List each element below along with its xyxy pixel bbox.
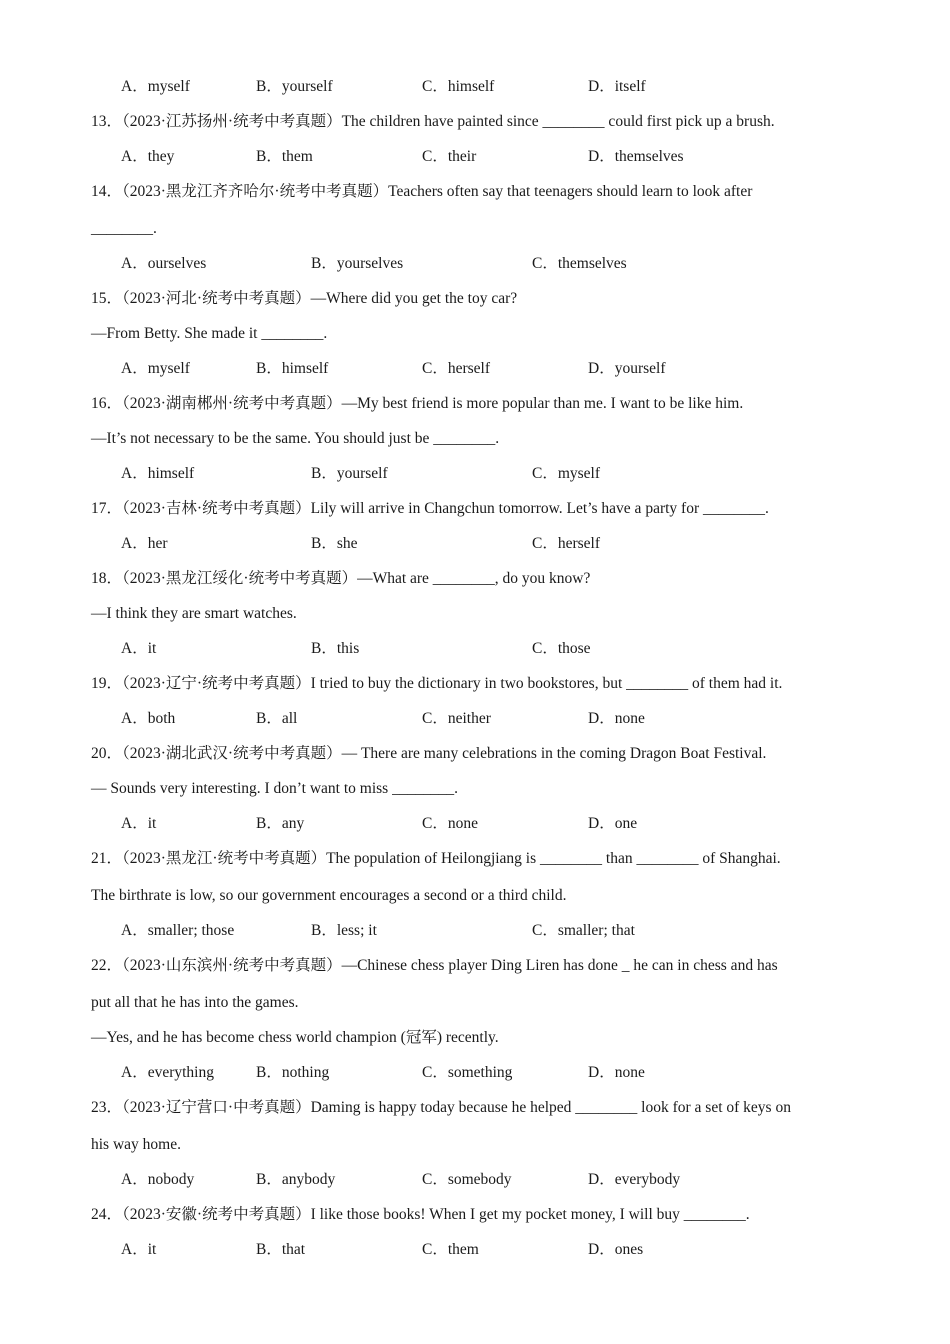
option-d[interactable]: D．itself xyxy=(588,78,646,95)
option-b[interactable]: B．nothing xyxy=(256,1064,330,1081)
option-d[interactable]: D．none xyxy=(588,710,645,727)
question-18-stem-cont: —I think they are smart watches. xyxy=(91,605,297,622)
question-18-stem: 18．（2023·黑龙江绥化·统考中考真题）—What are ________, do you know? xyxy=(91,570,591,587)
option-c[interactable]: C．their xyxy=(422,148,477,165)
option-a[interactable]: A．everything xyxy=(121,1064,214,1081)
option-c[interactable]: C．themselves xyxy=(532,255,627,272)
option-d[interactable]: D．themselves xyxy=(588,148,684,165)
question-22-stem: 22．（2023·山东滨州·统考中考真题）—Chinese chess player Ding Liren has done _ he can in chess and has xyxy=(91,957,778,974)
question-22-stem-cont: put all that he has into the games. xyxy=(91,994,299,1011)
option-b[interactable]: B．yourselves xyxy=(311,255,404,272)
option-a[interactable]: A．himself xyxy=(121,465,195,482)
option-c[interactable]: C．neither xyxy=(422,710,491,727)
question-22-stem-reply: —Yes, and he has become chess world champion (冠军) recently. xyxy=(91,1029,499,1046)
question-16-stem-cont: —It’s not necessary to be the same. You should just be ________. xyxy=(91,430,500,447)
option-c[interactable]: C．himself xyxy=(422,78,495,95)
option-a[interactable]: A．ourselves xyxy=(121,255,207,272)
question-23-stem: 23．（2023·辽宁营口·中考真题）Daming is happy today because he helped ________ look for a set of keys on xyxy=(91,1099,791,1116)
question-21-stem: 21．（2023·黑龙江·统考中考真题）The population of Heilongjiang is ________ than ________ of Shanghai. xyxy=(91,850,781,867)
option-d[interactable]: D．one xyxy=(588,815,638,832)
option-b[interactable]: B．yourself xyxy=(256,78,333,95)
question-24-stem: 24．（2023·安徽·统考中考真题）I like those books! When I get my pocket money, I will buy ________. xyxy=(91,1206,750,1223)
option-b[interactable]: B．less; it xyxy=(311,922,377,939)
option-a[interactable]: A．myself xyxy=(121,78,190,95)
option-d[interactable]: D．yourself xyxy=(588,360,666,377)
option-b[interactable]: B．yourself xyxy=(311,465,388,482)
option-d[interactable]: D．none xyxy=(588,1064,645,1081)
option-b[interactable]: B．any xyxy=(256,815,305,832)
option-c[interactable]: C．those xyxy=(532,640,591,657)
option-a[interactable]: A．it xyxy=(121,640,157,657)
question-20-stem-cont: — Sounds very interesting. I don’t want to miss ________. xyxy=(91,780,458,797)
option-c[interactable]: C．herself xyxy=(532,535,601,552)
question-21-stem-cont: The birthrate is low, so our government encourages a second or a third child. xyxy=(91,887,567,904)
question-20-stem: 20．（2023·湖北武汉·统考中考真题）— There are many celebrations in the coming Dragon Boat Festival. xyxy=(91,745,767,762)
option-a[interactable]: A．myself xyxy=(121,360,190,377)
question-15-stem: 15．（2023·河北·统考中考真题）—Where did you get the toy car? xyxy=(91,290,518,307)
option-a[interactable]: A．it xyxy=(121,1241,157,1258)
option-c[interactable]: C．them xyxy=(422,1241,479,1258)
question-19-stem: 19．（2023·辽宁·统考中考真题）I tried to buy the dictionary in two bookstores, but ________ of them had it. xyxy=(91,675,783,692)
question-17-stem: 17．（2023·吉林·统考中考真题）Lily will arrive in Changchun tomorrow. Let’s have a party for ________. xyxy=(91,500,769,517)
option-a[interactable]: A．nobody xyxy=(121,1171,195,1188)
option-b[interactable]: B．this xyxy=(311,640,360,657)
option-b[interactable]: B．all xyxy=(256,710,298,727)
option-a[interactable]: A．both xyxy=(121,710,176,727)
option-d[interactable]: D．ones xyxy=(588,1241,644,1258)
question-23-stem-cont: his way home. xyxy=(91,1136,181,1153)
option-c[interactable]: C．myself xyxy=(532,465,601,482)
question-14-stem-cont: ________. xyxy=(91,220,157,237)
option-a[interactable]: A．they xyxy=(121,148,175,165)
question-16-stem: 16．（2023·湖南郴州·统考中考真题）—My best friend is more popular than me. I want to be like him. xyxy=(91,395,744,412)
question-13-stem: 13．（2023·江苏扬州·统考中考真题）The children have painted since ________ could first pick up a brush. xyxy=(91,113,775,130)
option-c[interactable]: C．none xyxy=(422,815,478,832)
option-c[interactable]: C．something xyxy=(422,1064,513,1081)
option-b[interactable]: B．himself xyxy=(256,360,329,377)
option-b[interactable]: B．them xyxy=(256,148,313,165)
option-b[interactable]: B．anybody xyxy=(256,1171,336,1188)
option-b[interactable]: B．she xyxy=(311,535,358,552)
option-a[interactable]: A．smaller; those xyxy=(121,922,235,939)
option-d[interactable]: D．everybody xyxy=(588,1171,681,1188)
option-b[interactable]: B．that xyxy=(256,1241,306,1258)
option-a[interactable]: A．it xyxy=(121,815,157,832)
option-c[interactable]: C．smaller; that xyxy=(532,922,635,939)
option-c[interactable]: C．somebody xyxy=(422,1171,512,1188)
question-15-stem-cont: —From Betty. She made it ________. xyxy=(91,325,328,342)
option-c[interactable]: C．herself xyxy=(422,360,491,377)
option-a[interactable]: A．her xyxy=(121,535,168,552)
question-14-stem: 14．（2023·黑龙江齐齐哈尔·统考中考真题）Teachers often say that teenagers should learn to look after xyxy=(91,183,753,200)
